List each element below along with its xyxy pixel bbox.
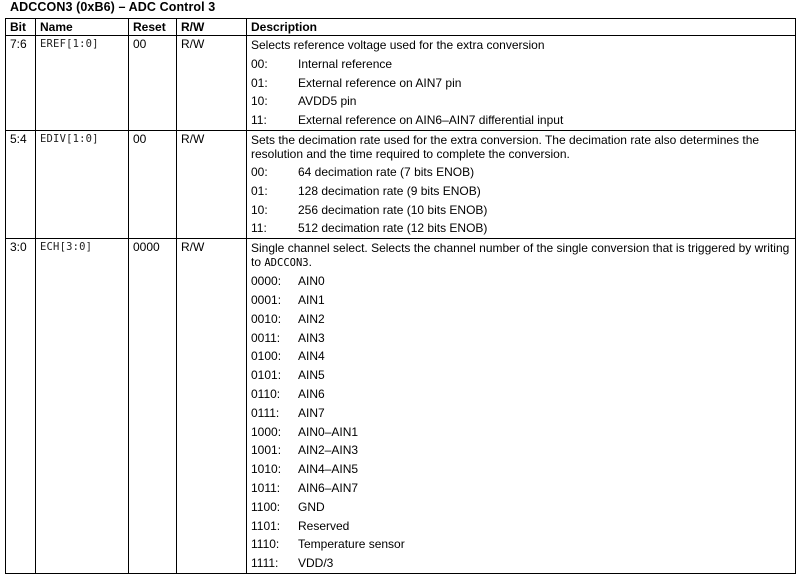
option-code: 0010:	[251, 311, 282, 326]
header-bit: Bit	[6, 19, 36, 36]
option-item	[251, 404, 791, 423]
option-item	[251, 479, 791, 498]
option-item	[251, 423, 791, 442]
option-meaning: 64 decimation rate (7 bits ENOB)	[298, 165, 475, 180]
option-meaning: AIN2–AIN3	[298, 443, 359, 458]
option-code: 1110:	[251, 537, 280, 552]
description-body: Single channel select. Selects the channel number of the single conversion that is triggered by writing to	[251, 241, 790, 270]
register-table	[5, 18, 796, 574]
option-meaning: AIN3	[298, 330, 325, 345]
option-code: 11:	[251, 113, 267, 128]
option-item	[251, 272, 791, 291]
option-code: 10:	[251, 202, 268, 217]
option-code: 1010:	[251, 462, 282, 477]
option-meaning: AIN4–AIN5	[298, 462, 359, 477]
bit-cell: 7:6	[6, 36, 36, 131]
option-code: 01:	[251, 183, 268, 198]
option-meaning: GND	[298, 499, 325, 514]
option-meaning: AIN0	[298, 274, 325, 289]
option-meaning: AIN2	[298, 311, 325, 326]
option-code: 1100:	[251, 499, 281, 514]
option-meaning: AVDD5 pin	[298, 94, 357, 109]
option-item	[251, 517, 791, 536]
field-name-cell: EREF[1:0]	[36, 36, 129, 131]
description-text: Sets the decimation rate used for the extra conversion. The decimation rate also determines the resolution and the time required to complete the conversion.	[251, 133, 760, 162]
option-item	[251, 329, 791, 348]
option-meaning: Reserved	[298, 518, 350, 533]
option-item	[251, 498, 791, 517]
option-item	[251, 385, 791, 404]
option-meaning: External reference on AIN6–AIN7 differential input	[298, 113, 564, 128]
description-text: Selects reference voltage used for the extra conversion	[251, 38, 545, 52]
description-cell	[247, 36, 796, 131]
option-meaning: Internal reference	[298, 56, 393, 71]
option-code: 0111:	[251, 405, 280, 420]
option-code: 0001:	[251, 293, 282, 308]
option-meaning: 256 decimation rate (10 bits ENOB)	[298, 202, 488, 217]
option-meaning: Temperature sensor	[298, 537, 405, 552]
option-code: 1011:	[251, 481, 281, 496]
bit-cell: 3:0	[6, 239, 36, 574]
option-meaning: AIN0–AIN1	[298, 424, 359, 439]
option-item	[251, 554, 791, 573]
rw-cell: R/W	[177, 239, 247, 574]
rw-cell: R/W	[177, 131, 247, 239]
table-header-row	[6, 19, 796, 36]
rw-cell: R/W	[177, 36, 247, 131]
reset-cell: 0000	[129, 239, 177, 574]
option-meaning: AIN4	[298, 349, 325, 364]
description-cell	[247, 239, 796, 574]
option-item	[251, 442, 791, 461]
header-rw: R/W	[177, 19, 247, 36]
header-description: Description	[247, 19, 796, 36]
field-name-cell: EDIV[1:0]	[36, 131, 129, 239]
option-code: 1111:	[251, 556, 279, 571]
option-item	[251, 93, 791, 112]
option-meaning: 512 decimation rate (12 bits ENOB)	[298, 221, 488, 236]
option-code: 00:	[251, 165, 268, 180]
option-code: 1101:	[251, 518, 281, 533]
option-code: 0100:	[251, 349, 282, 364]
option-item	[251, 291, 791, 310]
description-end: .	[308, 255, 312, 270]
option-code: 01:	[251, 75, 268, 90]
option-item	[251, 201, 791, 220]
option-meaning: VDD/3	[298, 556, 334, 571]
option-meaning: AIN7	[298, 405, 325, 420]
option-item	[251, 74, 791, 93]
option-meaning: AIN1	[298, 293, 325, 308]
table-row	[6, 239, 796, 574]
option-item	[251, 163, 791, 182]
option-meaning: AIN6–AIN7	[298, 481, 359, 496]
option-item	[251, 366, 791, 385]
option-code: 0011:	[251, 330, 281, 345]
field-name-cell: ECH[3:0]	[36, 239, 129, 574]
option-item	[251, 536, 791, 555]
option-code: 0101:	[251, 368, 282, 383]
option-meaning: AIN6	[298, 387, 325, 402]
option-code: 1001:	[251, 443, 282, 458]
option-item	[251, 55, 791, 74]
option-code: 1000:	[251, 424, 282, 439]
header-reset: Reset	[129, 19, 177, 36]
option-item	[251, 460, 791, 479]
reset-cell: 00	[129, 131, 177, 239]
option-meaning: AIN5	[298, 368, 325, 383]
table-row	[6, 131, 796, 239]
option-code: 0000:	[251, 274, 282, 289]
description-text	[251, 240, 791, 270]
bit-cell: 5:4	[6, 131, 36, 239]
option-item	[251, 220, 791, 239]
option-item	[251, 310, 791, 329]
header-name: Name	[36, 19, 129, 36]
register-name: ADCCON3	[264, 257, 309, 270]
option-code: 10:	[251, 94, 268, 109]
option-meaning: 128 decimation rate (9 bits ENOB)	[298, 183, 481, 198]
option-code: 00:	[251, 56, 268, 71]
option-code: 11:	[251, 221, 267, 236]
register-title: ADCCON3 (0xB6) – ADC Control 3	[10, 0, 216, 14]
reset-cell: 00	[129, 36, 177, 131]
option-meaning: External reference on AIN7 pin	[298, 75, 462, 90]
option-item	[251, 182, 791, 201]
option-item	[251, 111, 791, 130]
option-code: 0110:	[251, 387, 281, 402]
description-cell	[247, 131, 796, 239]
table-row	[6, 36, 796, 131]
option-item	[251, 348, 791, 367]
